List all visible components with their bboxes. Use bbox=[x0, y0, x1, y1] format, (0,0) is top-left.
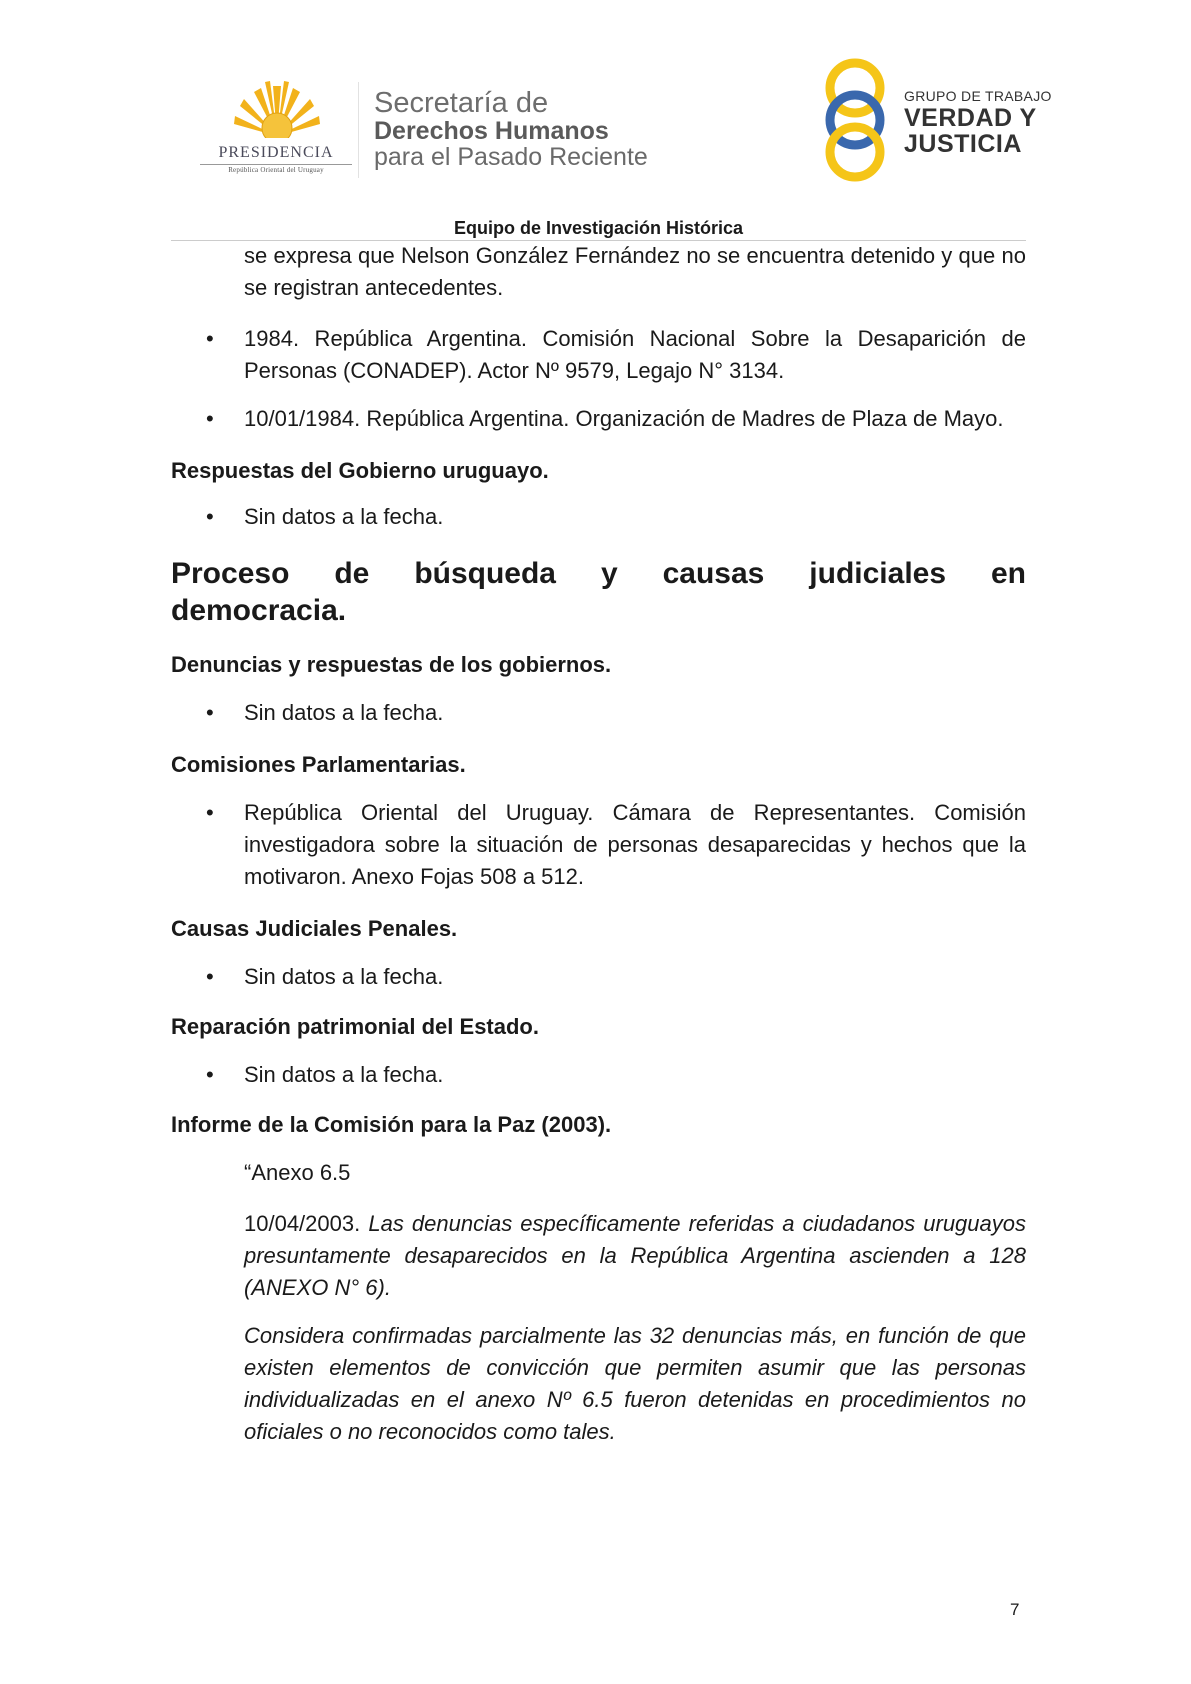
quote-paragraph-2: Considera confirmadas parcialmente las 32 denuncias más, en función de que existen elementos de convicción que permiten asumir que las personas individualizadas en el anexo Nº 6.5 fueron detenidas en procedimientos no oficiales o no reconocidos como tales. bbox=[244, 1323, 1026, 1444]
header-divider bbox=[358, 82, 359, 178]
rings-icon bbox=[816, 58, 894, 182]
list-item bbox=[171, 501, 1026, 533]
heading-proceso-line-2: democracia. bbox=[171, 594, 347, 627]
anexo-label: “Anexo 6.5 bbox=[244, 1160, 351, 1185]
continuation-paragraph: se expresa que Nelson González Fernández no se encuentra detenido y que no se registran antecedentes. bbox=[244, 243, 1026, 300]
heading-denuncias: Denuncias y respuestas de los gobiernos. bbox=[171, 652, 612, 677]
secretaria-title bbox=[374, 88, 694, 170]
quote-paragraph-1 bbox=[244, 1208, 1026, 1304]
list-item bbox=[171, 323, 1026, 387]
list-item-text: Sin datos a la fecha. bbox=[244, 1062, 444, 1087]
list-item bbox=[171, 403, 1026, 435]
secretaria-line-2: Derechos Humanos bbox=[374, 117, 609, 145]
bullet-icon: • bbox=[206, 700, 214, 725]
presidencia-subtitle: República Oriental del Uruguay bbox=[228, 166, 324, 174]
heading-word: de bbox=[334, 557, 370, 590]
secretaria-line-3: para el Pasado Reciente bbox=[374, 143, 648, 171]
heading-proceso bbox=[171, 555, 1026, 629]
presidencia-rule bbox=[200, 164, 352, 165]
list-item-text: República Oriental del Uruguay. Cámara de Representantes. Comisión investigadora sobre la situación de personas desaparecidas y hechos que la motivaron. Anexo Fojas 508 a 512. bbox=[244, 800, 1026, 889]
bullet-icon: • bbox=[206, 800, 214, 825]
heading-causas: Causas Judiciales Penales. bbox=[171, 916, 458, 941]
list-item bbox=[171, 1059, 1026, 1091]
verdad-justicia-logo bbox=[816, 58, 1052, 182]
comisiones-list bbox=[171, 797, 1026, 893]
list-item bbox=[171, 697, 1026, 729]
quote-date: 10/04/2003. bbox=[244, 1211, 361, 1236]
bullet-icon: • bbox=[206, 326, 214, 351]
heading-word: y bbox=[600, 557, 618, 590]
top-bullet-list bbox=[171, 323, 1026, 435]
denuncias-list bbox=[171, 697, 1026, 729]
presidencia-logo bbox=[196, 78, 356, 178]
secretaria-line-1: Secretaría de bbox=[374, 87, 549, 119]
gtvj-line-2: VERDAD Y bbox=[904, 104, 1037, 132]
document-body bbox=[171, 240, 1026, 1448]
list-item-text: Sin datos a la fecha. bbox=[244, 700, 444, 725]
list-item-text: Sin datos a la fecha. bbox=[244, 964, 444, 989]
respuestas-list bbox=[171, 501, 1026, 533]
heading-word: Proceso bbox=[171, 557, 290, 590]
page-number: 7 bbox=[1010, 1600, 1020, 1619]
list-item-text: Sin datos a la fecha. bbox=[244, 504, 444, 529]
list-item bbox=[171, 797, 1026, 893]
reparacion-list bbox=[171, 1059, 1026, 1091]
bullet-icon: • bbox=[206, 1062, 214, 1087]
page-header bbox=[0, 0, 1191, 250]
bullet-icon: • bbox=[206, 504, 214, 529]
bullet-icon: • bbox=[206, 964, 214, 989]
bullet-icon: • bbox=[206, 406, 214, 431]
heading-word: en bbox=[990, 557, 1026, 590]
heading-word: judiciales bbox=[809, 557, 947, 590]
team-name: Equipo de Investigación Histórica bbox=[453, 218, 744, 238]
gtvj-line-3: JUSTICIA bbox=[904, 130, 1022, 158]
causas-list bbox=[171, 961, 1026, 993]
heading-reparacion: Reparación patrimonial del Estado. bbox=[171, 1014, 539, 1039]
heading-word: búsqueda bbox=[414, 557, 556, 590]
list-item-text: 10/01/1984. República Argentina. Organización de Madres de Plaza de Mayo. bbox=[244, 406, 1004, 431]
gtvj-line-1: GRUPO DE TRABAJO bbox=[904, 88, 1052, 104]
sun-icon bbox=[232, 78, 322, 138]
list-item-text: 1984. República Argentina. Comisión Nacional Sobre la Desaparición de Personas (CONADEP). Actor Nº 9579, Legajo N° 3134. bbox=[244, 326, 1026, 383]
list-item bbox=[171, 961, 1026, 993]
heading-respuestas: Respuestas del Gobierno uruguayo. bbox=[171, 458, 549, 483]
heading-word: causas bbox=[662, 557, 765, 590]
presidencia-name: PRESIDENCIA bbox=[218, 144, 334, 161]
heading-proceso-line-1 bbox=[171, 555, 1026, 592]
heading-informe: Informe de la Comisión para la Paz (2003). bbox=[171, 1112, 612, 1137]
heading-comisiones: Comisiones Parlamentarias. bbox=[171, 752, 466, 777]
quote-text-1: Las denuncias específicamente referidas a ciudadanos uruguayos presuntamente desaparecidos en la República Argentina ascienden a 128 (ANEXO N° 6). bbox=[244, 1211, 1026, 1300]
